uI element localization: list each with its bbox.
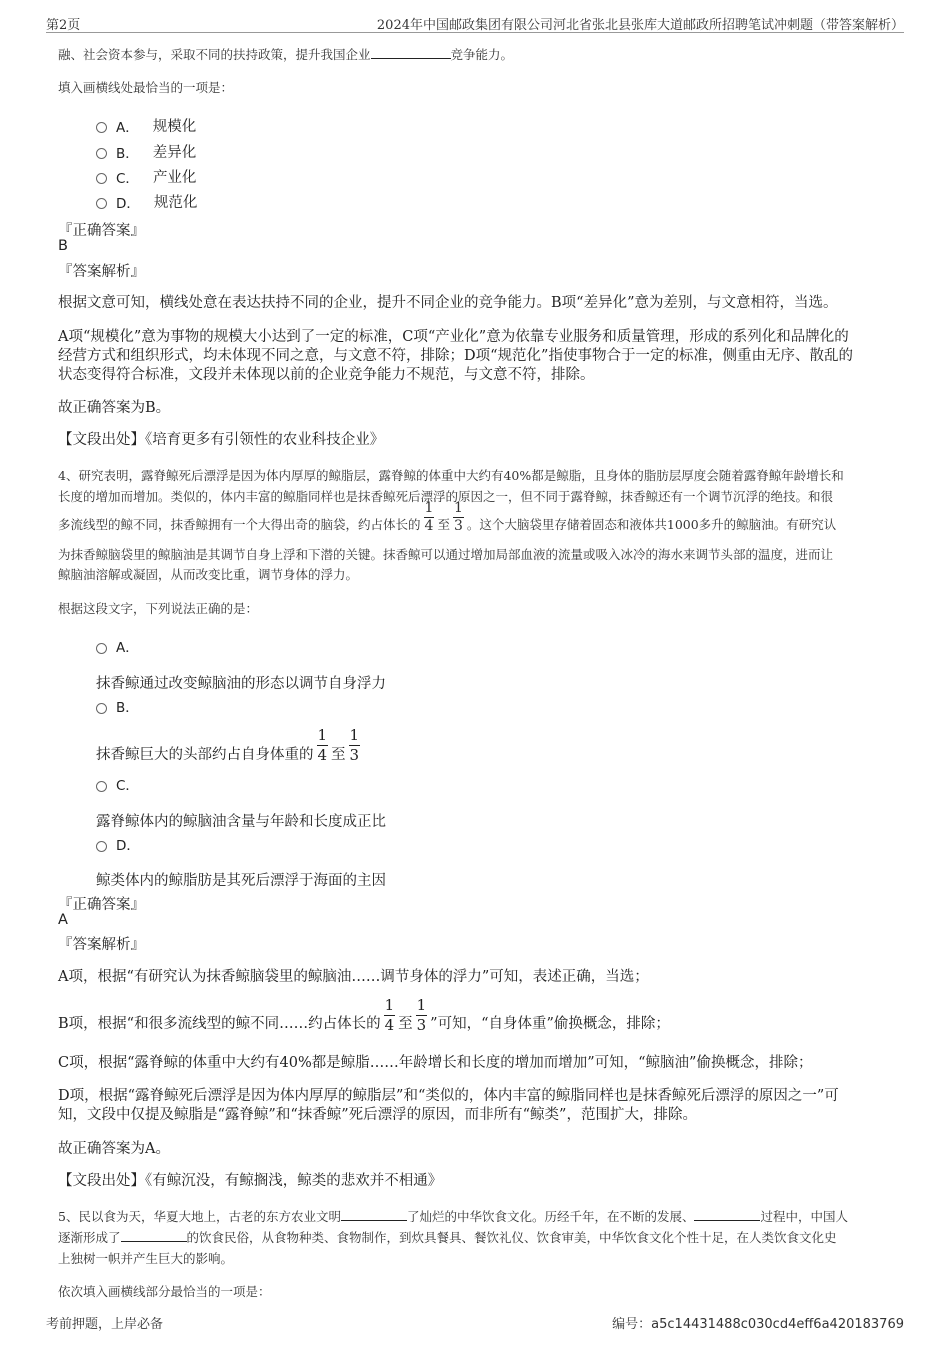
frac-num: 1 [317,726,328,744]
q3-analysis-label: 『答案解析』 [58,264,145,280]
q3-option-b[interactable] [96,141,196,162]
q5-blank-3 [121,1227,187,1242]
q3-conclusion: 故正确答案为B。 [58,400,171,416]
q3-option-d[interactable] [96,191,197,212]
q4-answer: A [58,912,68,928]
code-label: 编号： [612,1317,652,1332]
frac-den: 4 [317,746,328,764]
frac-den: 4 [424,518,434,534]
analysis-b-text-2: ”可知，“自身体重”偷换概念，排除； [430,1015,670,1032]
option-letter: D． [116,838,140,854]
radio-icon[interactable] [96,198,107,209]
q3-analysis-2c: 状态变得符合标准，文段并未体现以前的企业竞争能力不规范，与文意不符，排除。 [58,367,595,383]
q4-analysis-d-2: 知，文段中仅提及鲸脂是“露脊鲸”和“抹香鲸”死后漂浮的原因，而非所有“鲸类”，范围扩大，排除。 [58,1107,697,1123]
analysis-b-text-1: B项，根据“和很多流线型的鲸不同……约占体长的 [58,1015,381,1032]
q4-stem-line-4: 为抹香鲸脑袋里的鲸脑油是其调节自身上浮和下潜的关键。抹香鲸可以通过增加局部血液的流量或吸入冰冷的海水来调节头部的温度，进而让 [58,547,834,562]
option-letter: B． [116,700,139,716]
q4-stem-line-2: 长度的增加而增加。类似的，体内丰富的鲸脂同样也是抹香鲸死后漂浮的原因之一，但不同于露脊鲸，抹香鲸还有一个调节沉浮的绝技。和很 [58,489,834,504]
option-letter: C． [116,170,139,187]
q4-option-a-text: 抹香鲸通过改变鲸脑油的形态以调节自身浮力 [96,676,386,692]
option-letter: C． [116,778,139,794]
q3-analysis-2a: A项“规模化”意为事物的规模大小达到了一定的标准，C项“产业化”意为依靠专业服务和质量管理，形成的系列化和品牌化的 [58,329,849,345]
radio-icon[interactable] [96,841,107,852]
q4-analysis-b [58,996,892,1035]
q4-option-a[interactable] [96,636,139,656]
option-text: 规范化 [153,195,198,211]
q5-stem-2a: 逐渐形成了 [58,1230,121,1245]
q4-option-c[interactable] [96,774,139,794]
q4-source [58,1171,892,1191]
q5-prompt: 依次填入画横线部分最恰当的一项是： [58,1284,271,1299]
option-b-text-mid: 至 [331,747,346,763]
radio-icon[interactable] [96,781,107,792]
frac-den: 3 [416,1016,427,1034]
frac-num: 1 [453,500,463,516]
q4-analysis-d-1: D项，根据“露脊鲸死后漂浮是因为体内厚厚的鲸脂层”和“类似的，体内丰富的鲸脂同样也是抹香鲸死后漂浮的原因之一”可 [58,1088,839,1104]
q5-stem-line-1 [58,1206,848,1227]
q3-blank [371,44,451,59]
q5-blank-2 [694,1206,760,1221]
fraction-one-quarter [424,500,435,535]
radio-icon[interactable] [96,703,107,714]
q5-stem-1a: 5、民以食为天，华夏大地上，古老的东方农业文明 [58,1209,341,1224]
q4-option-b[interactable] [96,696,139,716]
q4-stem-3a: 多流线型的鲸不同，抹香鲸拥有一个大得出奇的脑袋，约占体长的 [58,517,421,532]
fraction-one-third [453,500,464,535]
q4-option-c-text: 露脊鲸体内的鲸脑油含量与年龄和长度成正比 [96,814,386,830]
q5-stem-2b: 的饮食民俗，从食物种类、食物制作，到炊具餐具、餐饮礼仪、饮食审美，中华饮食文化个性十足，在人类饮食文化史 [186,1230,837,1245]
option-letter: A． [116,119,139,136]
q5-stem-line-2 [58,1227,837,1248]
q4-option-b-text [96,726,363,765]
source-title: 《培育更多有引领性的农业科技企业》 [145,432,385,448]
q4-answer-label: 『正确答案』 [58,897,145,913]
frac-num: 1 [424,500,434,516]
q4-stem-3b: 。这个大脑袋里存储着固态和液体共1000多升的鲸脑油。有研究认 [466,517,837,532]
q3-option-a[interactable] [96,115,196,136]
q3-analysis-1: 根据文意可知，横线处意在表达扶持不同的企业，提升不同企业的竞争能力。B项“差异化”意为差别，与文意相符，当选。 [58,295,838,311]
page-number: 第2页 [46,18,81,33]
radio-icon[interactable] [96,148,107,159]
q4-analysis-label: 『答案解析』 [58,937,145,953]
radio-icon[interactable] [96,122,107,133]
q3-stem-text-before: 融、社会资本参与，采取不同的扶持政策，提升我国企业 [58,47,371,62]
q4-stem-line-1: 4、研究表明，露脊鲸死后漂浮是因为体内厚厚的鲸脂层，露脊鲸的体重中大约有40%都是鲸脂，且身体的脂肪层厚度会随着露脊鲸年龄增长和 [58,468,844,483]
fraction-one-quarter [384,996,396,1035]
source-title: 《有鲸沉没，有鲸搁浅，鲸类的悲欢并不相通》 [145,1173,443,1189]
header-divider [46,32,904,33]
q5-stem-line-3: 上独树一帜并产生巨大的影响。 [58,1251,234,1266]
frac-den: 3 [349,746,360,764]
frac-num: 1 [416,996,427,1014]
radio-icon[interactable] [96,643,107,654]
option-text: 产业化 [152,170,197,186]
source-label: 【文段出处】 [58,1173,145,1189]
q4-stem-line-5: 鲸脑油溶解或凝固，从而改变比重，调节身体的浮力。 [58,567,359,582]
fraction-one-third [416,996,428,1035]
q4-prompt: 根据这段文字，下列说法正确的是： [58,601,259,616]
frac-den: 3 [453,518,463,534]
analysis-b-text-mid: 至 [398,1015,413,1032]
fraction-one-third [349,726,361,765]
q5-stem-1c: 过程中，中国人 [760,1209,848,1224]
q3-answer-label: 『正确答案』 [58,223,145,239]
document-title: 2024年中国邮政集团有限公司河北省张北县张库大道邮政所招聘笔试冲刺题（带答案解析） [376,18,904,33]
option-b-text-a: 抹香鲸巨大的头部约占自身体重的 [96,747,314,763]
q4-analysis-c: C项，根据“露脊鲸的体重中大约有40%都是鲸脂……年龄增长和长度的增加而增加”可知，“鲸脑油”偷换概念，排除； [58,1055,813,1071]
option-text: 规模化 [152,119,197,135]
q3-option-c[interactable] [96,166,196,187]
frac-num: 1 [384,996,395,1014]
q3-stem-tail [58,44,513,65]
fraction-one-quarter [317,726,329,765]
q5-stem-1b: 了灿烂的中华饮食文化。历经千年，在不断的发展、 [406,1209,695,1224]
footer-slogan: 考前押题，上岸必备 [46,1317,164,1332]
source-label: 【文段出处】 [58,432,145,448]
option-letter: B． [116,145,139,162]
q4-stem-line-3 [58,500,836,535]
radio-icon[interactable] [96,173,107,184]
option-letter: D． [116,195,140,212]
footer-code [612,1313,904,1332]
q5-blank-1 [341,1206,407,1221]
option-letter: A． [116,640,139,656]
q4-conclusion: 故正确答案为A。 [58,1141,170,1157]
q4-option-d[interactable] [96,834,140,854]
code-value: a5c14431488c030cd4eff6a420183769 [651,1317,904,1332]
q3-stem-text-after: 竞争能力。 [450,47,514,62]
frac-num: 1 [349,726,360,744]
q4-option-d-text: 鲸类体内的鲸脂肪是其死后漂浮于海面的主因 [96,873,386,889]
q4-stem-3-mid: 至 [437,517,450,532]
frac-den: 4 [384,1016,395,1034]
q3-answer: B [58,238,68,254]
q4-analysis-a: A项，根据“有研究认为抹香鲸脑袋里的鲸脑油……调节身体的浮力”可知，表述正确，当选； [58,969,649,985]
q3-source [58,430,892,450]
option-text: 差异化 [152,145,197,161]
q3-analysis-2b: 经营方式和组织形式，均未体现不同之意，与文意不符，排除；D项“规范化”指使事物合于一定的标准，侧重由无序、散乱的 [58,348,853,364]
q3-prompt: 填入画横线处最恰当的一项是： [58,80,234,95]
